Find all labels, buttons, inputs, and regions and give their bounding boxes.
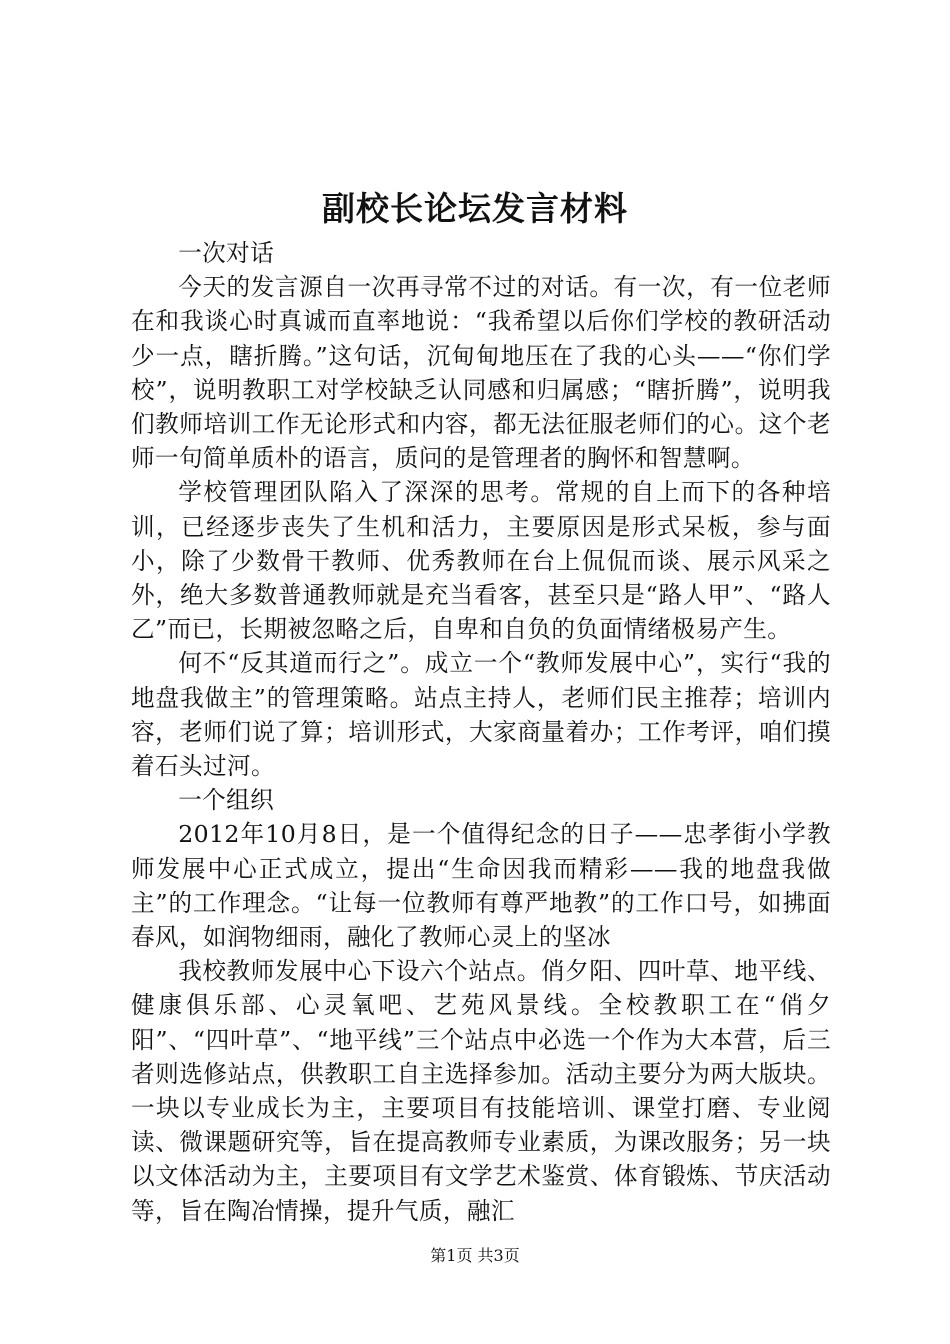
document-title: 副校长论坛发言材料 [322, 189, 628, 228]
paragraph: 今天的发言源自一次再寻常不过的对话。有一次，有一位老师在和我谈心时真诚而直率地说：“我希望以后你们学校的教研活动少一点，瞎折腾。”这句话，沉甸甸地压在了我的心头——“你们学校”，说明教职工对学校缺乏认同感和归属感；“瞎折腾”，说明我们教师培训工作无论形式和内容，都无法征服老师们的心。这个老师一句简单质朴的语言，质问的是管理者的胸怀和智慧啊。 [131, 273, 831, 473]
page-footer: 第1页 共3页 [430, 1246, 520, 1265]
paragraph: 我校教师发展中心下设六个站点。俏夕阳、四叶草、地平线、健康俱乐部、心灵氧吧、艺苑风景线。全校教职工在“俏夕阳”、“四叶草”、“地平线”三个站点中必选一个作为大本营，后三者则选修站点，供教职工自主选择参加。活动主要分为两大版块。一块以专业成长为主，主要项目有技能培训、课堂打磨、专业阅读、微课题研究等，旨在提高教师专业素质，为课改服务；另一块以文体活动为主，主要项目有文学艺术鉴赏、体育锻炼、节庆活动等，旨在陶冶情操，提升气质，融汇 [131, 957, 831, 1225]
paragraph: 学校管理团队陷入了深深的思考。常规的自上而下的各种培训，已经逐步丧失了生机和活力，主要原因是形式呆板，参与面小，除了少数骨干教师、优秀教师在台上侃侃而谈、展示风采之外，绝大多数普通教师就是充当看客，甚至只是“路人甲”、“路人乙”而已，长期被忽略之后，自卑和自负的负面情绪极易产生。 [131, 478, 831, 644]
paragraph: 何不“反其道而行之”。成立一个“教师发展中心”，实行“我的地盘我做主”的管理策略。站点主持人，老师们民主推荐；培训内容，老师们说了算；培训形式，大家商量着办；工作考评，咱们摸着石头过河。 [131, 649, 831, 781]
section-heading-organization: 一个组织 [178, 786, 275, 815]
document-body [131, 236, 831, 1228]
paragraph: 2012年10月8日，是一个值得纪念的日子——忠孝街小学教师发展中心正式成立，提出“生命因我而精彩——我的地盘我做主”的工作理念。“让每一位教师有尊严地教”的工作口号，如拂面春风，如润物细雨，融化了教师心灵上的坚冰 [131, 820, 831, 952]
section-heading-dialogue: 一次对话 [178, 239, 275, 267]
